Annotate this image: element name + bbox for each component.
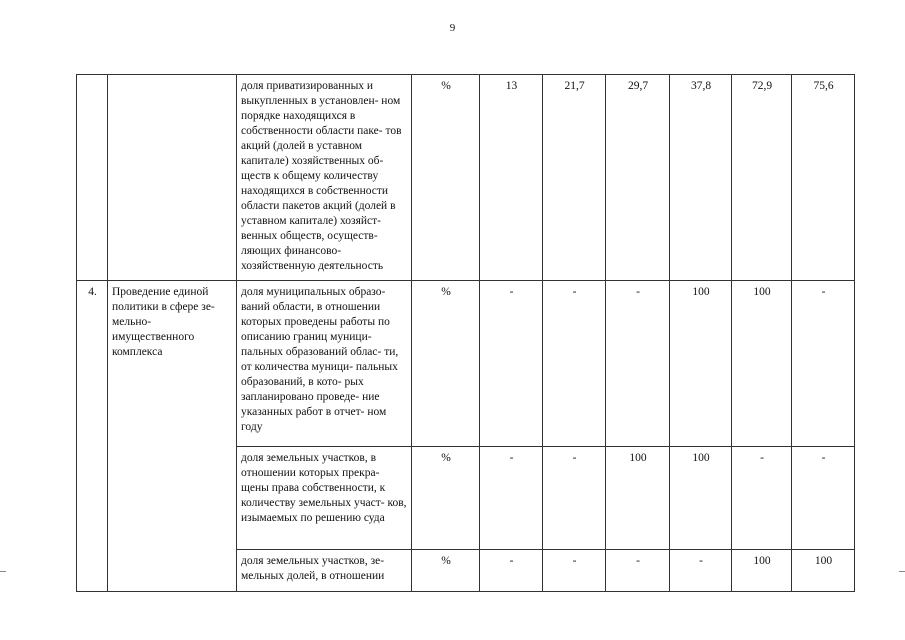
unit-cell: % xyxy=(412,75,480,281)
value-cell: - xyxy=(543,281,606,447)
indicators-table xyxy=(76,74,855,592)
value-cell: - xyxy=(543,447,606,550)
table-row xyxy=(77,75,855,281)
page-number: 9 xyxy=(449,22,456,34)
value-cell: - xyxy=(670,550,732,592)
scan-edge-mark xyxy=(0,571,6,572)
indicator-cell: доля земельных участков, зе- мельных долей, в отношении xyxy=(237,550,412,592)
indicator-cell: доля муниципальных образо- ваний области, в отношении которых проведены работы по описанию границ муници- пальных образований облас- ти, от количества муници- пальных образований, в кото- рых запланировано проведе- ние указанных работ в отчет- ном году xyxy=(237,281,412,447)
value-cell: 75,6 xyxy=(792,75,855,281)
value-cell: - xyxy=(606,550,670,592)
value-cell: 13 xyxy=(480,75,543,281)
value-cell: 100 xyxy=(732,550,792,592)
scan-edge-mark xyxy=(899,571,905,572)
value-cell: 100 xyxy=(792,550,855,592)
value-cell: 72,9 xyxy=(732,75,792,281)
value-cell: - xyxy=(480,281,543,447)
value-cell: 29,7 xyxy=(606,75,670,281)
value-cell: 100 xyxy=(670,281,732,447)
unit-cell: % xyxy=(412,447,480,550)
value-cell: 100 xyxy=(732,281,792,447)
row-number-cell: 4. xyxy=(77,281,108,592)
direction-cell xyxy=(108,75,237,281)
unit-cell: % xyxy=(412,281,480,447)
value-cell: - xyxy=(792,281,855,447)
indicator-cell: доля приватизированных и выкупленных в установлен- ном порядке находящихся в собственности области паке- тов акций (долей в уставном капитале) хозяйственных об- ществ к общему количеству находящихся в собственности области пакетов акций (долей в уставном капитале) хозяйст- венных обществ, осуществ- ляющих финансово- хозяйственную деятельность xyxy=(237,75,412,281)
table-row xyxy=(77,281,855,447)
value-cell: - xyxy=(792,447,855,550)
value-cell: - xyxy=(606,281,670,447)
direction-cell: Проведение единой политики в сфере зе- мельно- имущественного комплекса xyxy=(108,281,237,592)
value-cell: 37,8 xyxy=(670,75,732,281)
value-cell: - xyxy=(480,550,543,592)
value-cell: - xyxy=(480,447,543,550)
value-cell: 100 xyxy=(670,447,732,550)
value-cell: - xyxy=(732,447,792,550)
value-cell: - xyxy=(543,550,606,592)
unit-cell: % xyxy=(412,550,480,592)
value-cell: 21,7 xyxy=(543,75,606,281)
indicator-cell: доля земельных участков, в отношении которых прекра- щены права собственности, к количеству земельных участ- ков, изымаемых по решению суда xyxy=(237,447,412,550)
value-cell: 100 xyxy=(606,447,670,550)
row-number-cell xyxy=(77,75,108,281)
